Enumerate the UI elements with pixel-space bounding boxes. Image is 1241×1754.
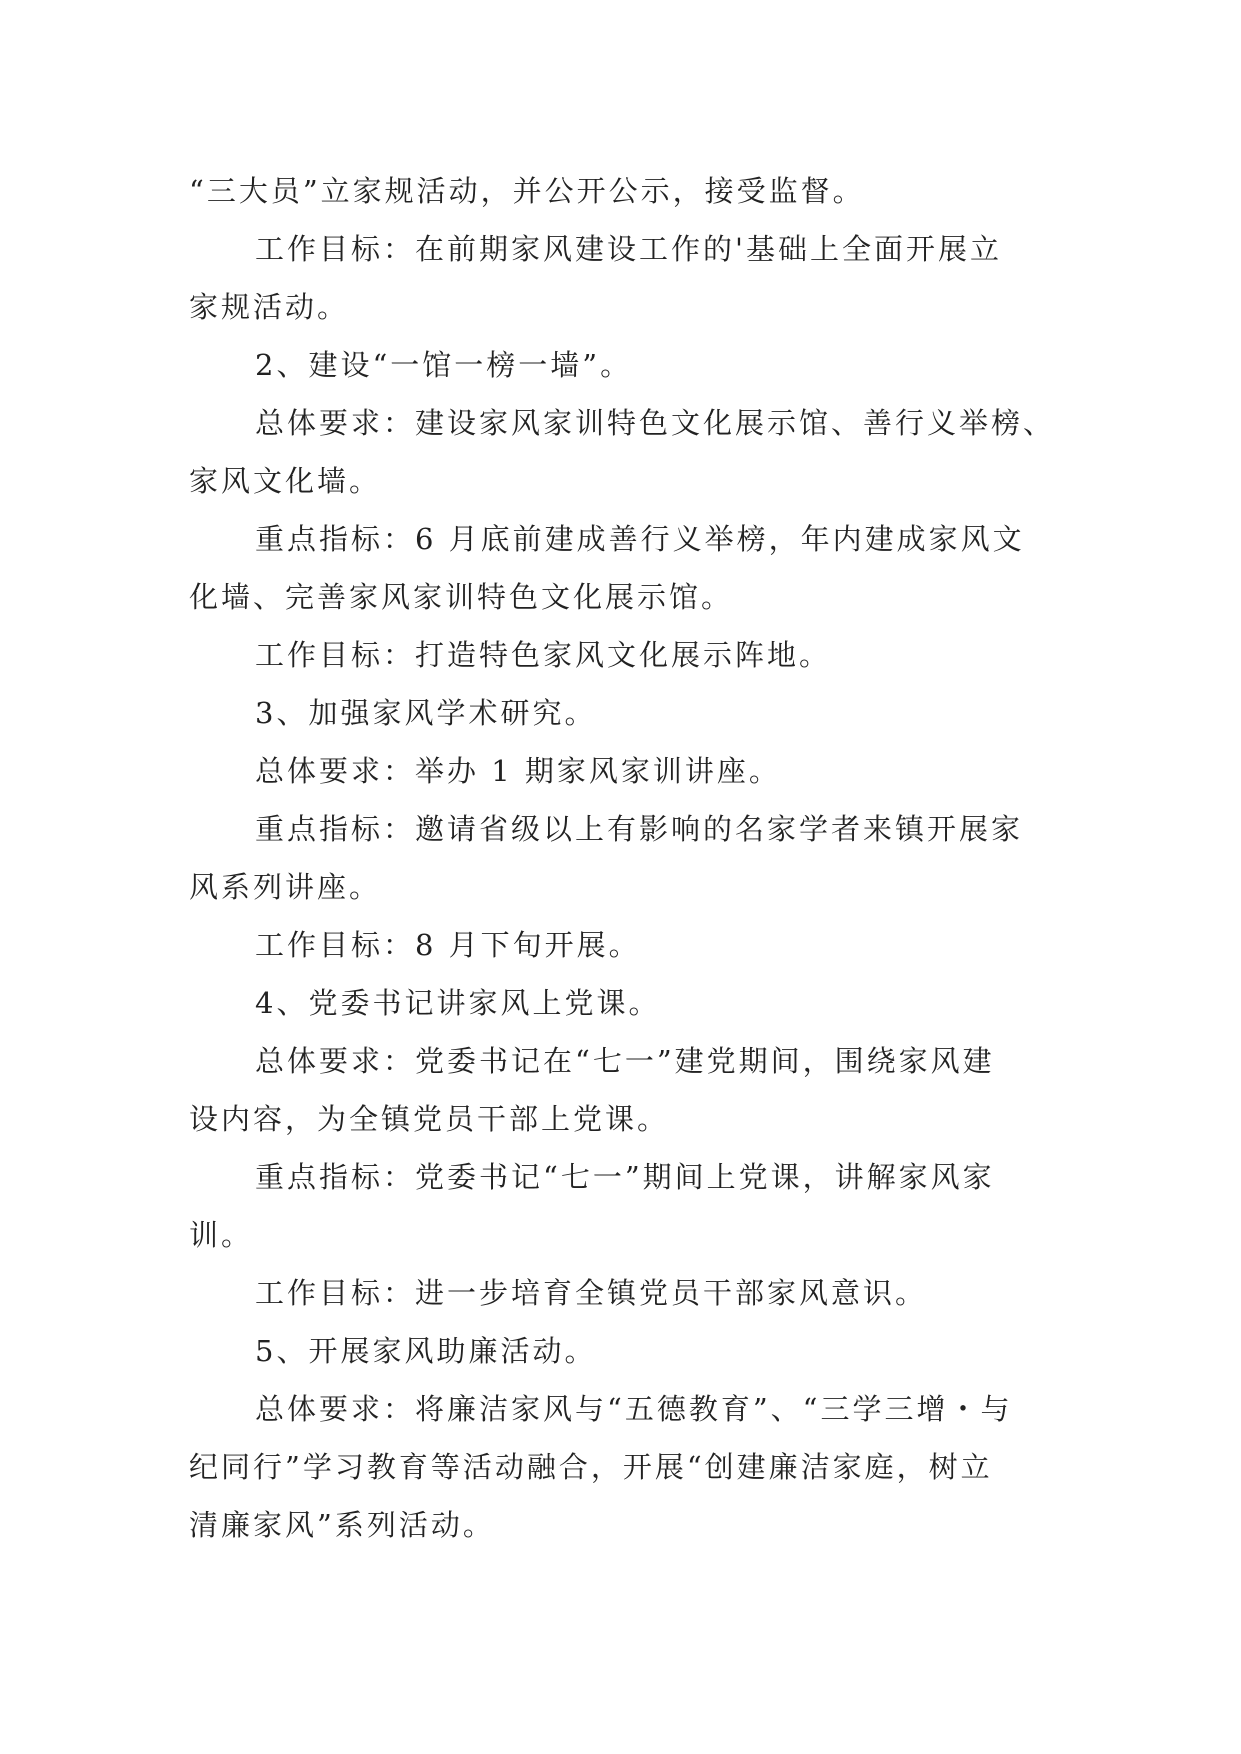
text-line: 家风文化墙。 [189, 464, 382, 498]
text-line: 工作目标：进一步培育全镇党员干部家风意识。 [255, 1276, 928, 1310]
text-line: 总体要求：建设家风家训特色文化展示馆、善行义举榜、 [255, 406, 1056, 440]
text-line: “三大员”立家规活动，并公开公示，接受监督。 [189, 174, 865, 208]
text-line: 化墙、完善家风家训特色文化展示馆。 [189, 580, 734, 614]
section-heading: 5、开展家风助廉活动。 [255, 1334, 597, 1368]
text-line: 总体要求：举办 1 期家风家训讲座。 [255, 754, 781, 788]
text-line: 工作目标：在前期家风建设工作的'基础上全面开展立 [255, 232, 1002, 266]
text-line: 重点指标：邀请省级以上有影响的名家学者来镇开展家 [255, 812, 1024, 846]
text-line: 训。 [189, 1218, 254, 1252]
text-line: 工作目标：8 月下旬开展。 [255, 928, 641, 962]
text-line: 纪同行”学习教育等活动融合，开展“创建廉洁家庭，树立 [189, 1450, 993, 1484]
text-line: 工作目标：打造特色家风文化展示阵地。 [255, 638, 832, 672]
text-line: 重点指标：6 月底前建成善行义举榜，年内建成家风文 [255, 522, 1025, 556]
text-line: 风系列讲座。 [189, 870, 382, 904]
section-heading: 3、加强家风学术研究。 [255, 696, 597, 730]
document-body [189, 162, 1059, 1554]
section-heading: 2、建设“一馆一榜一墙”。 [255, 348, 633, 382]
text-line: 总体要求：党委书记在“七一”建党期间，围绕家风建 [255, 1044, 995, 1078]
section-heading: 4、党委书记讲家风上党课。 [255, 986, 661, 1020]
text-line: 家规活动。 [189, 290, 350, 324]
text-line: 总体要求：将廉洁家风与“五德教育”、“三学三增・与 [255, 1392, 1013, 1426]
text-line: 清廉家风”系列活动。 [189, 1508, 495, 1542]
text-line: 重点指标：党委书记“七一”期间上党课，讲解家风家 [255, 1160, 995, 1194]
text-line: 设内容，为全镇党员干部上党课。 [189, 1102, 670, 1136]
